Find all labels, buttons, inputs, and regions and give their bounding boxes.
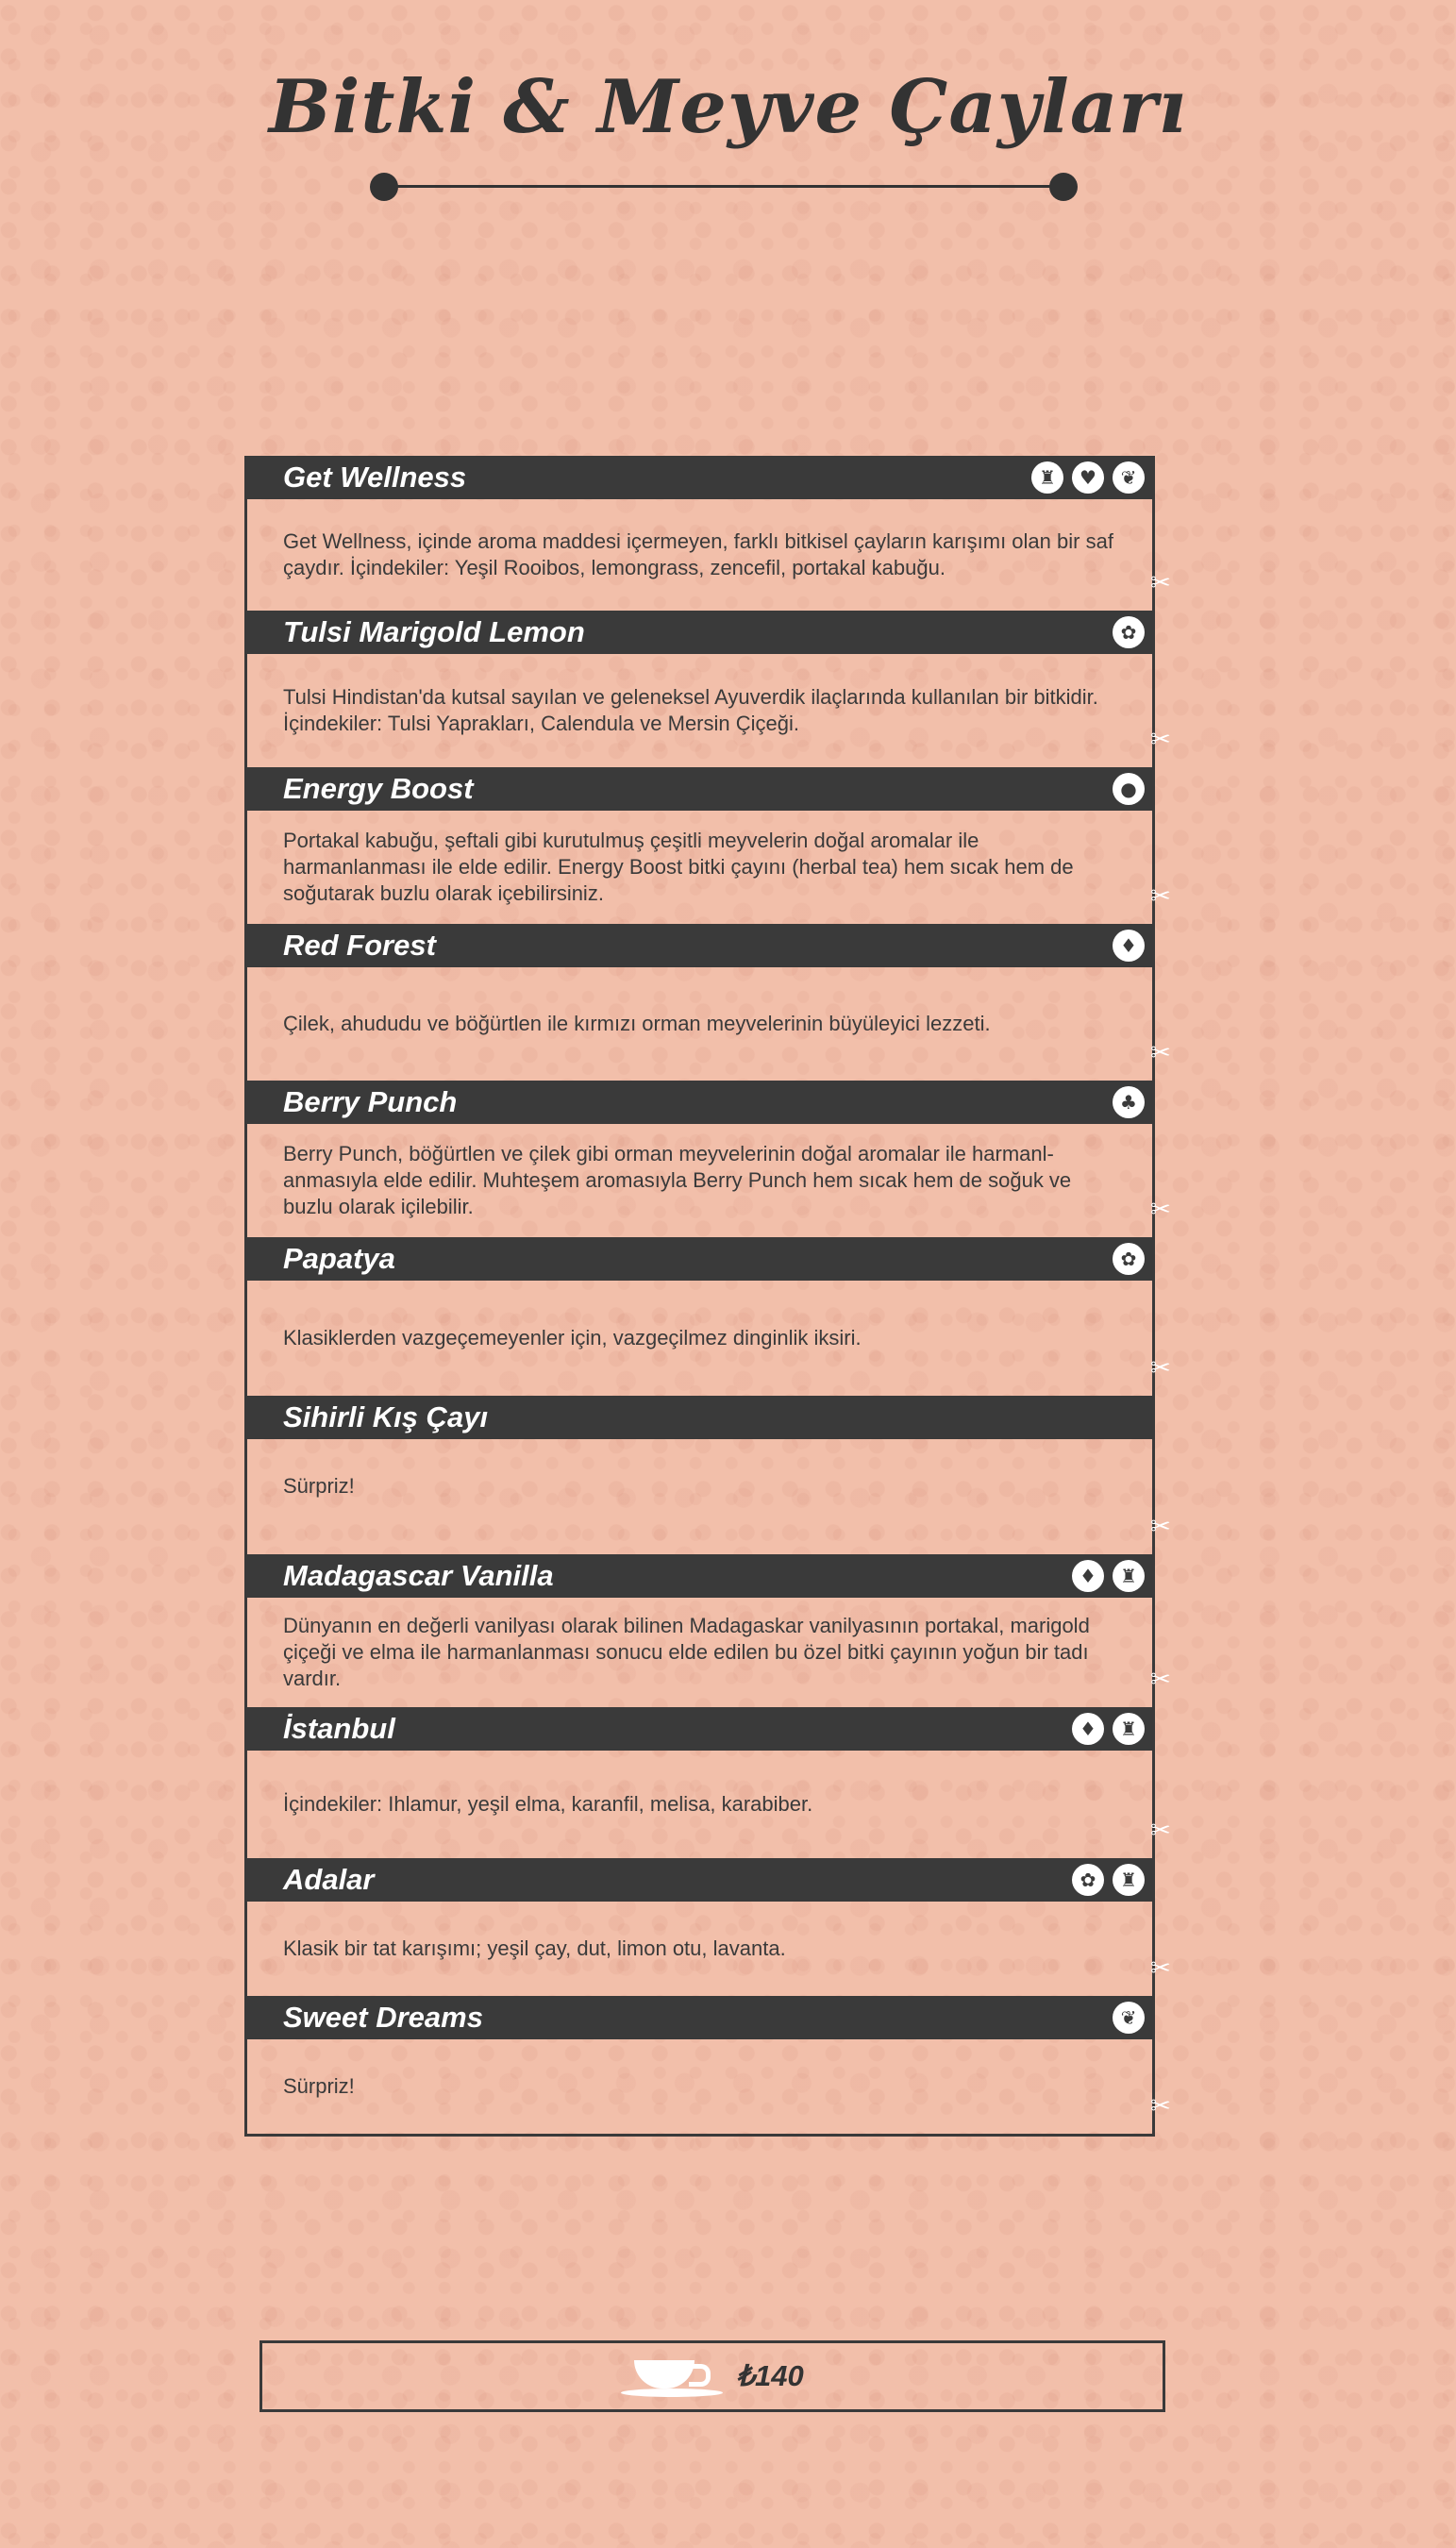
menu-item-title: Tulsi Marigold Lemon: [283, 615, 585, 648]
menu-item-title: Sweet Dreams: [283, 2001, 483, 2034]
bottle-icon: ♜: [1113, 1713, 1145, 1745]
scissors-icon: ✂: [1150, 1666, 1171, 1694]
menu-item-icons: [1072, 1864, 1145, 1896]
menu-item-description: Dünyanın en değerli vanilyası olarak bilinen Madagaskar vanilyasının portakal, marigold çiçeği ve elma ile harmanlanması sonucu elde edilen bu özel bitki çayının yoğun bir tadı vardır.: [283, 1614, 1090, 1690]
menu-item-icons: [1031, 461, 1145, 494]
flower-icon: ✿: [1113, 1243, 1145, 1275]
scissors-icon: ✂: [1150, 569, 1171, 597]
heart-icon: ♥: [1072, 461, 1104, 494]
menu-item-body: [247, 1598, 1171, 1707]
divider-dot-right: [1049, 173, 1078, 201]
menu-item: [244, 1081, 1171, 1237]
tea-menu: [244, 456, 1171, 2137]
berry-icon: ♣: [1113, 1086, 1145, 1118]
page-title: Bitki & Meyve Çayları: [268, 64, 1188, 150]
teacup-icon: [621, 2355, 723, 2398]
menu-item-title: Sihirli Kış Çayı: [283, 1400, 489, 1433]
menu-item-description: Tulsi Hindistan'da kutsal sayılan ve geleneksel Ayuverdik ilaçlarında kullanılan bir bitkidir. İçindekiler: Tulsi Yaprakları, Calendula ve Mersin Çiçeği.: [283, 685, 1098, 735]
menu-item-header: [247, 1081, 1152, 1124]
scissors-icon: ✂: [1150, 1954, 1171, 1983]
menu-item-description: Get Wellness, içinde aroma maddesi içermeyen, farklı bitkisel çayların karışımı olan bir saf çaydır. İçindekiler: Yeşil Rooibos, lemongrass, zencefil, portakal kabuğu.: [283, 529, 1113, 579]
menu-item-description: Klasik bir tat karışımı; yeşil çay, dut, limon otu, lavanta.: [283, 1936, 786, 1960]
scissors-icon: ✂: [1150, 882, 1171, 911]
menu-item-header: [247, 1237, 1152, 1281]
menu-item-body: [247, 1124, 1171, 1237]
menu-item-body: [247, 1439, 1171, 1554]
scissors-icon: ✂: [1150, 2092, 1171, 2121]
strawberry-icon: ♦: [1113, 930, 1145, 962]
menu-item: [244, 767, 1171, 924]
menu-item-icons: [1072, 1713, 1145, 1745]
menu-item-body: [247, 2039, 1171, 2134]
price-label: ₺140: [736, 2359, 804, 2392]
menu-item-title: Adalar: [283, 1863, 375, 1896]
menu-item-title: Energy Boost: [283, 772, 474, 805]
menu-item-body: [247, 811, 1171, 924]
menu-item-header: [247, 1396, 1152, 1439]
menu-item-icons: [1113, 2002, 1145, 2034]
scissors-icon: ✂: [1150, 1817, 1171, 1845]
menu-item-body: [247, 1281, 1171, 1396]
menu-item-description: Sürpriz!: [283, 2074, 355, 2098]
menu-item-header: [247, 1554, 1152, 1598]
menu-item-body: [247, 1751, 1171, 1858]
menu-item-header: [247, 1996, 1152, 2039]
menu-item: [244, 611, 1171, 767]
menu-item-header: [247, 924, 1152, 967]
menu-item-body: [247, 1902, 1171, 1996]
menu-item-description: Çilek, ahududu ve böğürtlen ile kırmızı orman meyvelerinin büyüleyici lezzeti.: [283, 1012, 991, 1035]
menu-item-header: [247, 456, 1152, 499]
menu-item-title: Papatya: [283, 1242, 395, 1275]
strawberry-icon: ♦: [1072, 1560, 1104, 1592]
price-box: [259, 2340, 1165, 2412]
menu-item-description: İçindekiler: Ihlamur, yeşil elma, karanfil, melisa, karabiber.: [283, 1792, 813, 1816]
strawberry-icon: ♦: [1072, 1713, 1104, 1745]
menu-item-title: Red Forest: [283, 929, 436, 962]
scissors-icon: ✂: [1150, 1354, 1171, 1383]
menu-item: [244, 1858, 1171, 1996]
menu-item-icons: [1072, 1560, 1145, 1592]
menu-item: [244, 1554, 1171, 1707]
menu-item: [244, 1707, 1171, 1858]
leaf-icon: ❦: [1113, 2002, 1145, 2034]
menu-item-icons: [1113, 616, 1145, 648]
menu-item-description: Sürpriz!: [283, 1474, 355, 1498]
menu-item-header: [247, 767, 1152, 811]
menu-item-description: Klasiklerden vazgeçemeyenler için, vazgeçilmez dinginlik iksiri.: [283, 1326, 862, 1349]
menu-item-body: [247, 967, 1171, 1081]
menu-item-icons: [1113, 773, 1145, 805]
bottle-icon: ♜: [1113, 1560, 1145, 1592]
scissors-icon: ✂: [1150, 1513, 1171, 1541]
bottle-icon: ♜: [1031, 461, 1063, 494]
menu-item-icons: [1113, 1243, 1145, 1275]
menu-item-body: [247, 654, 1171, 767]
leaf-icon: ❦: [1113, 461, 1145, 494]
menu-item: [244, 924, 1171, 1081]
scissors-icon: ✂: [1150, 1196, 1171, 1224]
title-divider: [370, 170, 1078, 202]
menu-item-header: [247, 1858, 1152, 1902]
scissors-icon: ✂: [1150, 1039, 1171, 1067]
menu-item-title: Madagascar Vanilla: [283, 1559, 554, 1592]
menu-item-header: [247, 611, 1152, 654]
menu-item-title: Berry Punch: [283, 1085, 458, 1118]
divider-line: [385, 185, 1063, 188]
menu-item-description: Berry Punch, böğürtlen ve çilek gibi orman meyvelerinin doğal aromalar ile harmanl-anmasıyla elde edilir. Muhteşem aromasıyla Berry Punch hem sıcak hem de soğuk ve buzlu olarak içilebilir.: [283, 1142, 1072, 1218]
menu-item-title: Get Wellness: [283, 461, 467, 494]
menu-item-description: Portakal kabuğu, şeftali gibi kurutulmuş çeşitli meyvelerin doğal aromalar ile harmanlanması ile elde edilir. Energy Boost bitki çayını (herbal tea) hem sıcak hem de soğutarak buzlu olarak içebilirsiniz.: [283, 829, 1074, 905]
menu-item: [244, 456, 1171, 611]
flower-icon: ✿: [1072, 1864, 1104, 1896]
menu-item: [244, 1996, 1171, 2137]
menu-item-icons: [1113, 930, 1145, 962]
bottle-icon: ♜: [1113, 1864, 1145, 1896]
menu-item-header: [247, 1707, 1152, 1751]
menu-item-title: İstanbul: [283, 1712, 395, 1745]
fruit-icon: ●: [1113, 773, 1145, 805]
flower-icon: ✿: [1113, 616, 1145, 648]
menu-item-icons: [1113, 1086, 1145, 1118]
menu-item: [244, 1237, 1171, 1396]
menu-item: [244, 1396, 1171, 1554]
scissors-icon: ✂: [1150, 726, 1171, 754]
menu-item-body: [247, 499, 1171, 611]
